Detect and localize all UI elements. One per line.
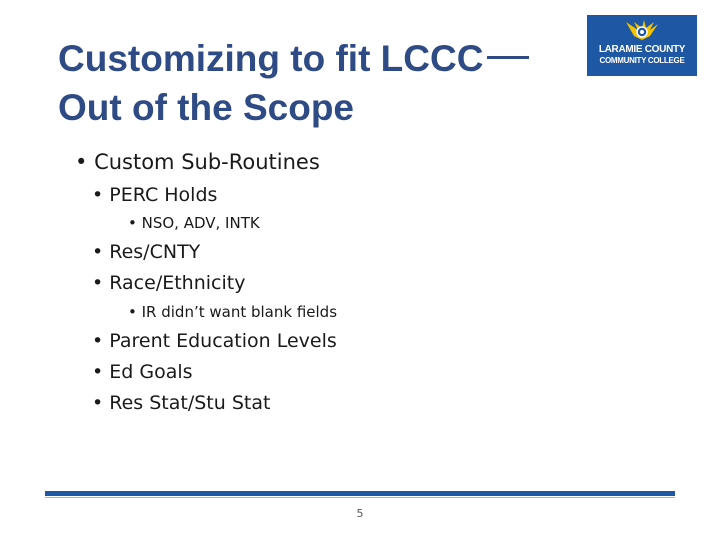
bullet-dot: •	[92, 241, 110, 263]
bullet-item-custom-sub-routines	[75, 150, 320, 174]
bullet-item-res-stat-stu-stat	[92, 392, 270, 414]
bullet-text: NSO, ADV, INTK	[141, 214, 260, 232]
bullet-text: Ed Goals	[109, 361, 193, 383]
bullet-text: Res/CNTY	[109, 241, 201, 263]
bullet-item-nso-adv-intk	[128, 214, 260, 232]
bullet-item-perc-holds	[92, 184, 217, 206]
bullet-dot: •	[128, 303, 142, 321]
bullet-dot: •	[92, 272, 110, 294]
logo-text-line-2: COMMUNITY COLLEGE	[599, 56, 685, 65]
title-line-2: Out of the Scope	[58, 87, 354, 128]
bullet-dot: •	[75, 150, 95, 174]
logo-text-line-1: LARAMIE COUNTY	[598, 44, 686, 55]
bullet-dot: •	[92, 361, 110, 383]
bullet-text: Res Stat/Stu Stat	[109, 392, 271, 414]
bullet-dot: •	[92, 392, 110, 414]
bullet-text: PERC Holds	[109, 184, 218, 206]
bullet-dot: •	[92, 330, 110, 352]
bullet-text: Parent Education Levels	[109, 330, 337, 352]
bullet-dot: •	[92, 184, 110, 206]
footer-rule	[45, 491, 675, 496]
bullet-text: IR didn’t want blank fields	[141, 303, 338, 321]
bullet-item-ed-goals	[92, 361, 193, 383]
page-number: 5	[356, 507, 364, 520]
bullet-item-res-cnty	[92, 241, 200, 263]
bullet-dot: •	[128, 214, 142, 232]
bullet-text: Race/Ethnicity	[109, 272, 246, 294]
bullet-item-ir-blank-fields	[128, 303, 337, 321]
bullet-text: Custom Sub-Routines	[94, 150, 320, 174]
bullet-item-race-ethnicity	[92, 272, 245, 294]
title-line-1-text: Customizing to fit LCCC	[58, 38, 484, 79]
footer-rule-thin	[45, 497, 675, 498]
bullet-item-parent-education-levels	[92, 330, 337, 352]
